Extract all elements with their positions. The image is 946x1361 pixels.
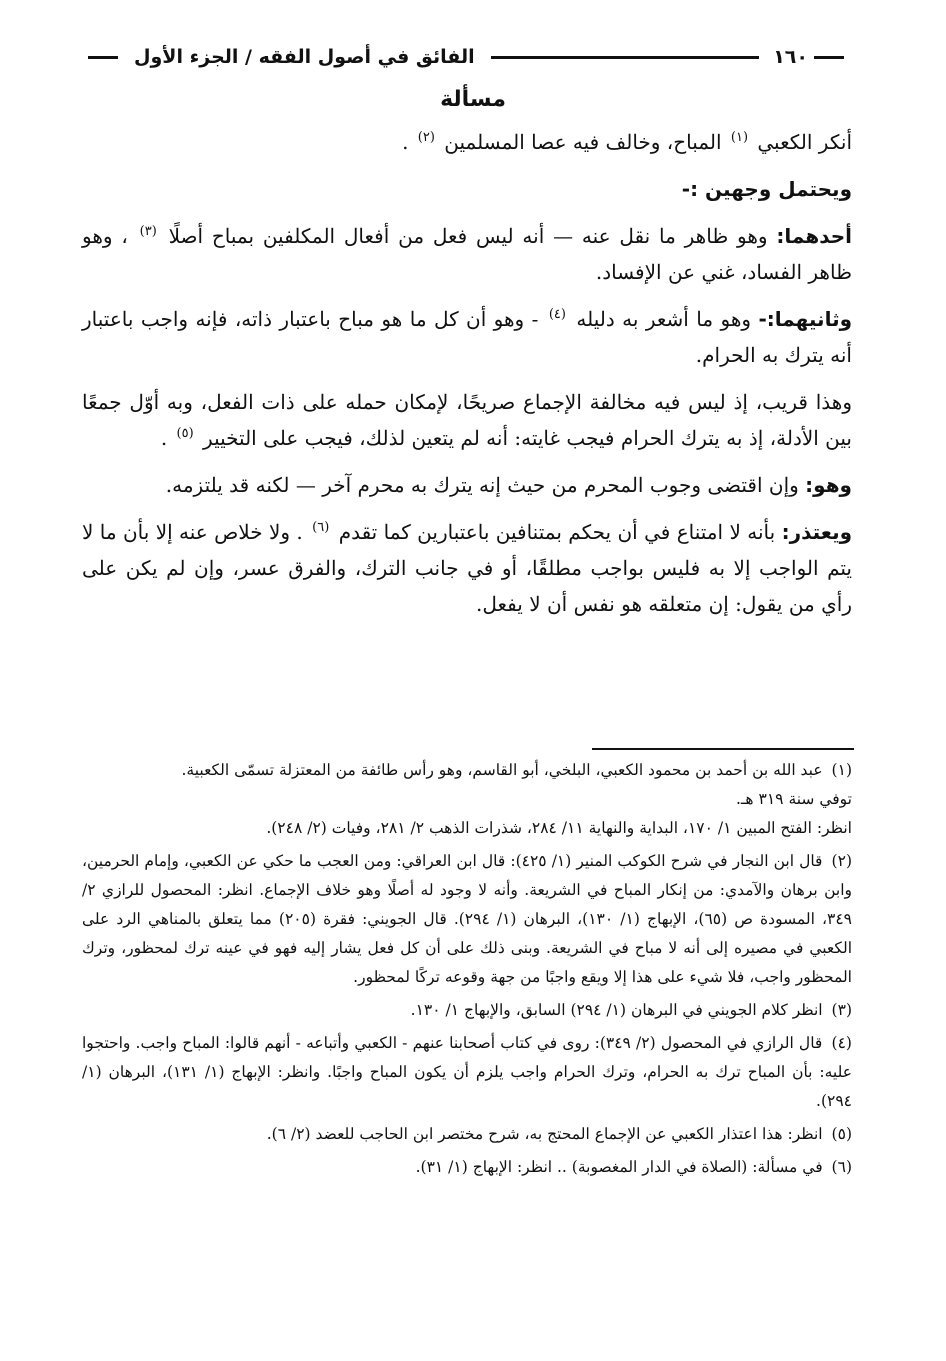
paragraph-4 [82,301,852,373]
header-rule-left [88,56,118,59]
p4-lead: وثانيهما:- [758,307,853,331]
p1-text-middle: المباح، وخالف فيه عصا المسلمين [444,130,722,154]
footnote-continuation: انظر: الفتح المبين ١/ ١٧٠، البداية والنهاية ١١/ ٢٨٤، شذرات الذهب ٢/ ٢٨١، وفيات (٢/ ٢٤٨). [266,819,852,837]
footnote-1 [82,756,852,843]
p7-text: بأنه لا امتناع في أن يحكم بمتنافين باعتبارين كما تقدم [338,520,776,544]
p1-text-start: أنكر الكعبي [757,130,852,154]
page-number: ١٦٠ [773,46,808,68]
p6-lead: وهو: [805,473,852,497]
footnote-ref-4[interactable]: (٤) [548,307,566,323]
p7-after: . ولا خلاص عنه إلا بأن ما لا يتم الواجب إلا به فليس بواجب مطلقًا، أو في جانب الترك، والفرق عسر، وإن لم يكن على رأي من يقول: إن متعلقه هو نفس أن لا يفعل. [82,520,852,616]
paragraph-2: ويحتمل وجهين :- [681,177,852,201]
p7-lead: ويعتذر: [781,520,853,544]
paragraph-1 [82,124,852,160]
footnote-4 [82,1029,852,1116]
footnote-number: (٤) [831,1034,852,1052]
p3-lead: أحدهما: [776,224,853,248]
footnote-ref-2[interactable]: (٢) [417,130,435,146]
p3-text: وهو ظاهر ما نقل عنه — أنه ليس فعل من أفعال المكلفين بمباح أصلًا [168,224,768,248]
paragraph-3 [82,218,852,290]
footnote-3 [82,996,852,1025]
paragraph-7 [82,514,852,622]
p1-text-end: . [402,130,409,154]
footnote-5 [82,1120,852,1149]
footnote-number: (٦) [831,1158,852,1176]
footnote-separator [592,748,854,750]
footnotes [82,756,852,1186]
footnote-ref-1[interactable]: (١) [730,130,749,146]
footnote-ref-5[interactable]: (٥) [176,426,194,442]
p5-text: وهذا قريب، إذ ليس فيه مخالفة الإجماع صريحًا، لإمكان حمله على ذات الفعل، وبه أوّل جمعًا بين الأدلة، إذ به يترك الحرام فيجب غايته: أنه لم يتعين لذلك، فيجب على التخيير [82,390,852,450]
footnote-text: انظر: هذا اعتذار الكعبي عن الإجماع المحتج به، شرح مختصر ابن الحاجب للعضد (٢/ ٦). [266,1125,823,1143]
footnote-6 [82,1153,852,1182]
footnote-continuation: توفي سنة ٣١٩ هـ. [735,790,852,808]
footnote-number: (١) [831,761,852,779]
footnote-number: (٢) [831,852,852,870]
p4-after: - وهو أن كل ما هو مباح باعتبار ذاته، فإنه واجب باعتبار أنه يترك به الحرام. [82,307,852,367]
header-rule-middle [491,56,760,59]
footnote-2 [82,847,852,992]
paragraph-5 [82,384,852,456]
p5-after: . [160,426,168,450]
footnote-text: انظر كلام الجويني في البرهان (١/ ٢٩٤) السابق، والإبهاج ١/ ١٣٠. [410,1001,823,1019]
running-header [82,40,850,74]
footnote-text: في مسألة: (الصلاة في الدار المغصوبة) .. انظر: الإبهاج (١/ ٣١). [415,1158,823,1176]
section-heading: مسألة [440,87,506,112]
header-rule-right [814,56,844,59]
book-title: الفائق في أصول الفقه / الجزء الأول [134,46,475,68]
footnote-ref-6[interactable]: (٦) [312,520,330,536]
p4-text: وهو ما أشعر به دليله [576,307,752,331]
main-text [82,124,852,633]
footnote-text: عبد الله بن أحمد بن محمود الكعبي، البلخي، أبو القاسم، وهو رأس طائفة من المعتزلة تسمّى الكعبية. [181,761,823,779]
footnote-ref-3[interactable]: (٣) [139,224,157,240]
footnote-text: قال الرازي في المحصول (٢/ ٣٤٩): روى في كتاب أصحابنا عنهم - الكعبي وأتباعه - أنهم قالوا: المباح واجب. واحتجوا عليه: بأن المباح ترك به الحرام، وترك الحرام واجب يلزم أن يكون المباح واجبًا. وانظر: الإبهاج (١/ ١٣١)، البرهان (١/ ٢٩٤). [82,1034,852,1110]
footnote-number: (٣) [831,1001,852,1019]
p3-after: ، وهو ظاهر الفساد، غني عن الإفساد. [82,224,852,284]
footnote-number: (٥) [831,1125,852,1143]
paragraph-6 [82,467,852,503]
footnote-text: قال ابن النجار في شرح الكوكب المنير (١/ ٤٢٥): قال ابن العراقي: ومن العجب ما حكي عن الكعبي، وإمام الحرمين، وابن برهان والآمدي: من إنكار المباح في الشريعة. وأنه لا وجود له أصلًا وهو خلاف الإجماع. انظر: المحصول للرازي ٢/ ٣٤٩، المسودة ص (٦٥)، الإبهاج (١/ ١٣٠)، البرهان (١/ ٢٩٤). قال الجويني: فقرة (٢٠٥) مما يتعلق بالمناهي الرد على الكعبي في مصيره إلى أنه لا مباح في الشريعة. وبنى ذلك على أن كل فعل يشار إليه فهو في عينه ترك لمحظور، وترك المحظور واجب، فلا شيء على هذا إلا ويقع واجبًا من جهة وقوعه تركًا لمحظور. [82,852,852,986]
p6-text: وإن اقتضى وجوب المحرم من حيث إنه يترك به محرم آخر — لكنه قد يلتزمه. [165,473,799,497]
